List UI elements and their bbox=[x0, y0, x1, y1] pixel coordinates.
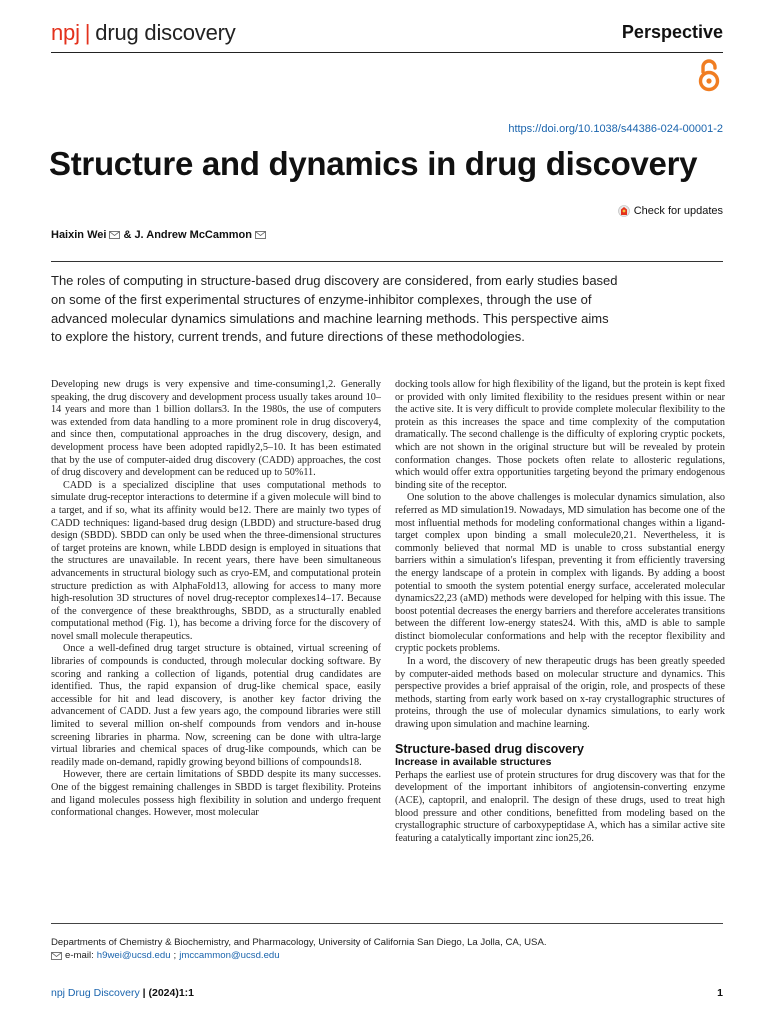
check-updates-icon bbox=[618, 205, 630, 217]
journal-masthead[interactable] bbox=[51, 20, 236, 46]
article-type: Perspective bbox=[621, 22, 723, 42]
body-paragraph: CADD is a specialized discipline that uses computational methods to simulate drug-receptor interactions to determine if a given molecule will bind to a target, and if so, what its affinity would be12. There are mainly two types of CADD techniques: ligand-based drug design (LBDD) and structure-based drug design (SBDD). SBDD can only be used when the three-dimensional structures of target proteins are known, while LBDD design is employed in situations that the structures are unavailable. In recent years, there have been simultaneous advancements in structural biology such as cryo-EM, and computational protein structure prediction as with AlphaFold13, allowing for access to many more high-resolution 3D structures of novel drug-receptor complexes14–17. Because of the convergence of these breakthroughs, SBDD, as a structurally enabled computational method (Fig. 1), has become a driving force for the discovery of novel small molecule therapeutics. bbox=[51, 479, 381, 642]
body-paragraph: docking tools allow for high flexibility of the ligand, but the protein is kept fixed or provided with only limited flexibility to the residues present within or near the active site. It is very difficult to provide complete molecular flexibility to the protein as this increases the space and time complexity of the computation dramatically. The second challenge is the difficulty of exploring cryptic pockets, which are not shown in the original structure but will be revealed by protein conformation changes. Those pockets often relate to allosteric regulations, which would offer extra opportunities targeting beyond the primary endogenous binding site of the receptor. bbox=[395, 379, 725, 491]
email-line bbox=[51, 949, 731, 962]
envelope-icon bbox=[51, 952, 62, 960]
page-number: 1 bbox=[717, 987, 723, 999]
body-paragraph: In a word, the discovery of new therapeutic drugs has been greatly speeded by computer-aided methods based on molecular structure and dynamics. This perspective provides a brief appraisal of the origin, role, and prospects of these methods, starting from early work based on x-ray crystallographic structures of proteins, through the use of molecular dynamics simulations, to early work drawing upon simulation and machine learning. bbox=[395, 656, 725, 731]
check-updates-label: Check for updates bbox=[633, 205, 723, 217]
open-access-icon[interactable] bbox=[695, 58, 723, 92]
envelope-icon[interactable] bbox=[109, 231, 120, 239]
author-name[interactable]: Haixin Wei bbox=[51, 229, 107, 241]
doi-link[interactable]: https://doi.org/10.1038/s44386-024-00001-2 bbox=[508, 123, 723, 135]
header-rule bbox=[51, 52, 723, 53]
section-heading: Structure-based drug discovery bbox=[395, 741, 584, 756]
affiliation-text: Departments of Chemistry & Biochemistry, and Pharmacology, University of California San Diego, La Jolla, CA, USA. bbox=[51, 937, 547, 948]
email-link[interactable]: h9wei@ucsd.edu bbox=[96, 950, 171, 961]
email-link[interactable]: jmccammon@ucsd.edu bbox=[179, 950, 280, 961]
journal-brand: npj bbox=[51, 20, 80, 45]
footer-journal-link[interactable]: npj Drug Discovery bbox=[51, 987, 140, 999]
body-paragraph: One solution to the above challenges is molecular dynamics simulation, also referred as MD simulation19. Nowadays, MD simulation has become one of the most influential methods for modeling conformational changes within a ligand-target complex upon binding a small molecule20,21. Nevertheless, it is commonly believed that normal MD is unable to cross substantial energy barriers within a simulation's lifespan, preventing it from efficiently traversing the energy landscape of a protein in complex with ligands. By adding a boost potential to smooth the system potential energy surface, accelerated molecular dynamics22,23 (aMD) methods were developed for helping with this issue. The boost potential decreases the energy barriers and therefore accelerates transitions between the different low-energy states24. With this, aMD is able to sample distinct biomolecular conformations and help with the receptor flexibility and cryptic pockets problems. bbox=[395, 492, 725, 655]
email-separator: ; bbox=[173, 950, 177, 961]
subsection-heading: Increase in available structures bbox=[395, 756, 552, 769]
envelope-icon[interactable] bbox=[255, 231, 266, 239]
journal-name: drug discovery bbox=[95, 20, 236, 45]
author-name[interactable]: & J. Andrew McCammon bbox=[123, 229, 252, 241]
affiliation-block bbox=[51, 936, 731, 962]
check-for-updates-button[interactable] bbox=[618, 205, 723, 217]
footer-rule bbox=[51, 923, 723, 924]
body-paragraph: However, there are certain limitations of SBDD despite its many successes. One of the biggest remaining challenges in SBDD is target flexibility. Proteins and ligand molecules possess high flexibility in solution and undergo frequent conformational changes. However, most molecular bbox=[51, 769, 381, 819]
body-paragraph: Developing new drugs is very expensive and time-consuming1,2. Generally speaking, the drug discovery and development process usually takes around 10–14 years and more than 1 billion dollars3. In the 1980s, the use of computers was extended from data handling to a more prominent role in drug discovery4, and since then, computational approaches in the drug discovery, design, and development process have been adopted rapidly2,5–10. It has been estimated that by the use of computer-aided drug discovery (CADD) approaches, the cost of drug discovery and development can be reduced up to 50%11. bbox=[51, 379, 381, 479]
abstract: The roles of computing in structure-based drug discovery are considered, from early studies based on some of the first experimental structures of enzyme-inhibitor complexes, through the use of advanced molecular dynamics simulations and machine learning methods. This perspective aims to explore the history, current trends, and future directions of these methodologies. bbox=[51, 273, 618, 345]
author-list bbox=[51, 229, 266, 241]
body-paragraph: Once a well-defined drug target structure is obtained, virtual screening of libraries of compounds is conducted, through molecular docking software. By scoring and ranking a collection of ligands, potential drug candidates are identified. Thus, the rapid expansion of drug-like chemical space, easily accessible for hit and lead discovery, is another key factor driving the advancement of CADD. Just a few years ago, the compound libraries were still limited to several million on-shelf compounds from vendors and in-house screening libraries in pharma. Now, screening can be done with ultra-large virtual libraries and chemical spaces of drug-like compounds, which can be readily made on-demand, rapidly growing beyond billions of compounds18. bbox=[51, 643, 381, 768]
footer-citation bbox=[51, 987, 194, 999]
abstract-rule bbox=[51, 261, 723, 262]
article-title: Structure and dynamics in drug discovery bbox=[49, 145, 698, 182]
masthead-separator: | bbox=[84, 20, 91, 45]
body-column-right bbox=[395, 379, 725, 845]
footer-citation-text: | (2024)1:1 bbox=[142, 987, 195, 999]
body-paragraph: Perhaps the earliest use of protein structures for drug discovery was that for the development of the important inhibitors of angiotensin-converting enzyme (ACE), captopril, and enalopril. The design of these drugs, used to treat high blood pressure and other conditions, benefitted from modeling based on the crystallographic structure of carboxypeptidase A, which has a similar active site featuring a catalytically important zinc ion25,26. bbox=[395, 769, 725, 844]
body-column-left bbox=[51, 379, 381, 820]
email-label: e-mail: bbox=[65, 950, 94, 961]
